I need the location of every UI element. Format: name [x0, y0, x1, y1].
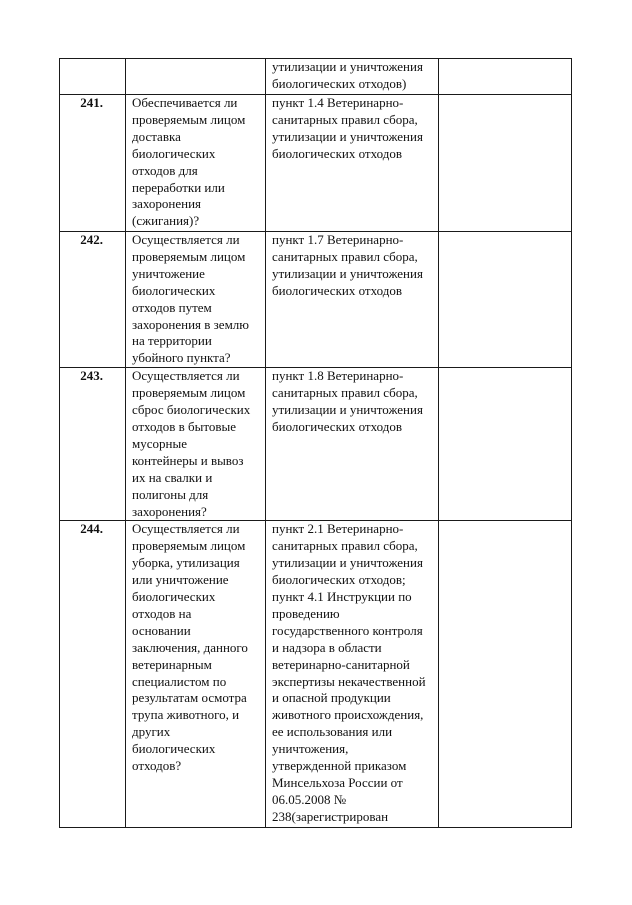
question-line: уничтожение — [132, 265, 205, 281]
question-line: сброс биологических — [132, 402, 251, 418]
question-line: полигоны для — [132, 486, 209, 502]
question-line: убойного пункта? — [132, 350, 231, 366]
question-line: Осуществляется ли — [132, 521, 240, 537]
reference-line: ветеринарно-санитарной — [272, 656, 410, 672]
question-cell — [126, 232, 266, 368]
row-number: 244. — [60, 521, 126, 828]
reference-line: санитарных правил сбора, — [272, 385, 418, 401]
reference-cell — [266, 95, 439, 232]
question-line: переработки или — [132, 179, 225, 195]
reference-cell — [266, 59, 439, 95]
reference-line: биологических отходов — [272, 282, 402, 298]
question-line: биологических — [132, 741, 216, 757]
question-line: отходов путем — [132, 299, 212, 315]
table-row — [60, 368, 572, 521]
question-line: или уничтожение — [132, 572, 229, 588]
reference-line: пункт 4.1 Инструкции по — [272, 589, 412, 605]
reference-line: биологических отходов — [272, 145, 402, 161]
row-number: 243. — [60, 368, 126, 521]
question-line: отходов на — [132, 605, 192, 621]
table-row — [60, 59, 572, 95]
question-line: отходов? — [132, 758, 182, 774]
reference-line: пункт 1.8 Ветеринарно- — [272, 368, 404, 384]
question-line: специалистом по — [132, 673, 227, 689]
question-cell — [126, 95, 266, 232]
reference-line: утилизации и уничтожения — [272, 555, 423, 571]
question-line: трупа животного, и — [132, 707, 240, 723]
question-line: проверяемым лицом — [132, 385, 246, 401]
reference-line: ее использования или — [272, 724, 393, 740]
reference-line: пункт 2.1 Ветеринарно- — [272, 521, 404, 537]
question-line: биологических — [132, 282, 216, 298]
reference-line: и надзора в области — [272, 639, 382, 655]
reference-cell — [266, 368, 439, 521]
question-line: основании — [132, 622, 191, 638]
question-line: результатам осмотра — [132, 690, 247, 706]
question-line: биологических — [132, 589, 216, 605]
question-line: мусорные — [132, 435, 187, 451]
reference-line: санитарных правил сбора, — [272, 248, 418, 264]
reference-line: утилизации и уничтожения — [272, 128, 423, 144]
question-line: заключения, данного — [132, 639, 248, 655]
reference-line: и опасной продукции — [272, 690, 391, 706]
question-line: контейнеры и вывоз — [132, 452, 244, 468]
reference-line: биологических отходов) — [272, 75, 407, 91]
note-cell — [439, 95, 572, 232]
table-row — [60, 95, 572, 232]
row-number: 241. — [60, 95, 126, 232]
reference-line: пункт 1.7 Ветеринарно- — [272, 232, 404, 247]
question-cell — [126, 59, 266, 95]
reference-cell — [266, 521, 439, 828]
question-line: захоронения? — [132, 503, 207, 519]
question-line: проверяемым лицом — [132, 248, 246, 264]
row-number — [60, 59, 126, 95]
reference-line: пункт 1.4 Ветеринарно- — [272, 95, 404, 110]
question-line: ветеринарным — [132, 656, 212, 672]
question-line: других — [132, 724, 171, 740]
question-cell — [126, 521, 266, 828]
question-line: проверяемым лицом — [132, 111, 246, 127]
note-cell — [439, 232, 572, 368]
note-cell — [439, 59, 572, 95]
checklist-table-body — [60, 59, 572, 828]
question-cell — [126, 368, 266, 521]
reference-line: утилизации и уничтожения — [272, 59, 423, 74]
reference-line: Минсельхоза России от — [272, 775, 403, 790]
reference-line: животного происхождения, — [272, 707, 424, 723]
reference-cell — [266, 232, 439, 368]
question-line: уборка, утилизация — [132, 555, 240, 571]
reference-line: уничтожения, — [272, 741, 349, 757]
reference-line: государственного контроля — [272, 622, 423, 638]
question-line: доставка — [132, 128, 181, 144]
question-line: отходов в бытовые — [132, 418, 237, 434]
reference-line: экспертизы некачественной — [272, 673, 426, 689]
reference-line: биологических отходов; — [272, 572, 406, 588]
question-line: Осуществляется ли — [132, 368, 240, 384]
table-row — [60, 232, 572, 368]
question-line: биологических — [132, 145, 216, 161]
question-line: Осуществляется ли — [132, 232, 240, 247]
reference-line: санитарных правил сбора, — [272, 538, 418, 554]
note-cell — [439, 521, 572, 828]
question-line: отходов для — [132, 162, 198, 178]
note-cell — [439, 368, 572, 521]
row-number: 242. — [60, 232, 126, 368]
reference-line: проведению — [272, 605, 340, 621]
reference-line: биологических отходов — [272, 418, 402, 434]
reference-line: утилизации и уничтожения — [272, 402, 423, 418]
reference-line: утилизации и уничтожения — [272, 265, 423, 281]
question-line: Обеспечивается ли — [132, 95, 238, 110]
reference-line: 238(зарегистрирован — [272, 808, 389, 824]
reference-line: 06.05.2008 № — [272, 791, 347, 807]
reference-line: санитарных правил сбора, — [272, 111, 418, 127]
question-line: их на свалки и — [132, 469, 213, 485]
table-row — [60, 521, 572, 828]
question-line: захоронения — [132, 196, 202, 212]
question-line: на территории — [132, 333, 212, 349]
checklist-table — [59, 58, 572, 828]
question-line: проверяемым лицом — [132, 538, 246, 554]
question-line: (сжигания)? — [132, 213, 200, 229]
question-line: захоронения в землю — [132, 316, 249, 332]
reference-line: утвержденной приказом — [272, 758, 407, 774]
